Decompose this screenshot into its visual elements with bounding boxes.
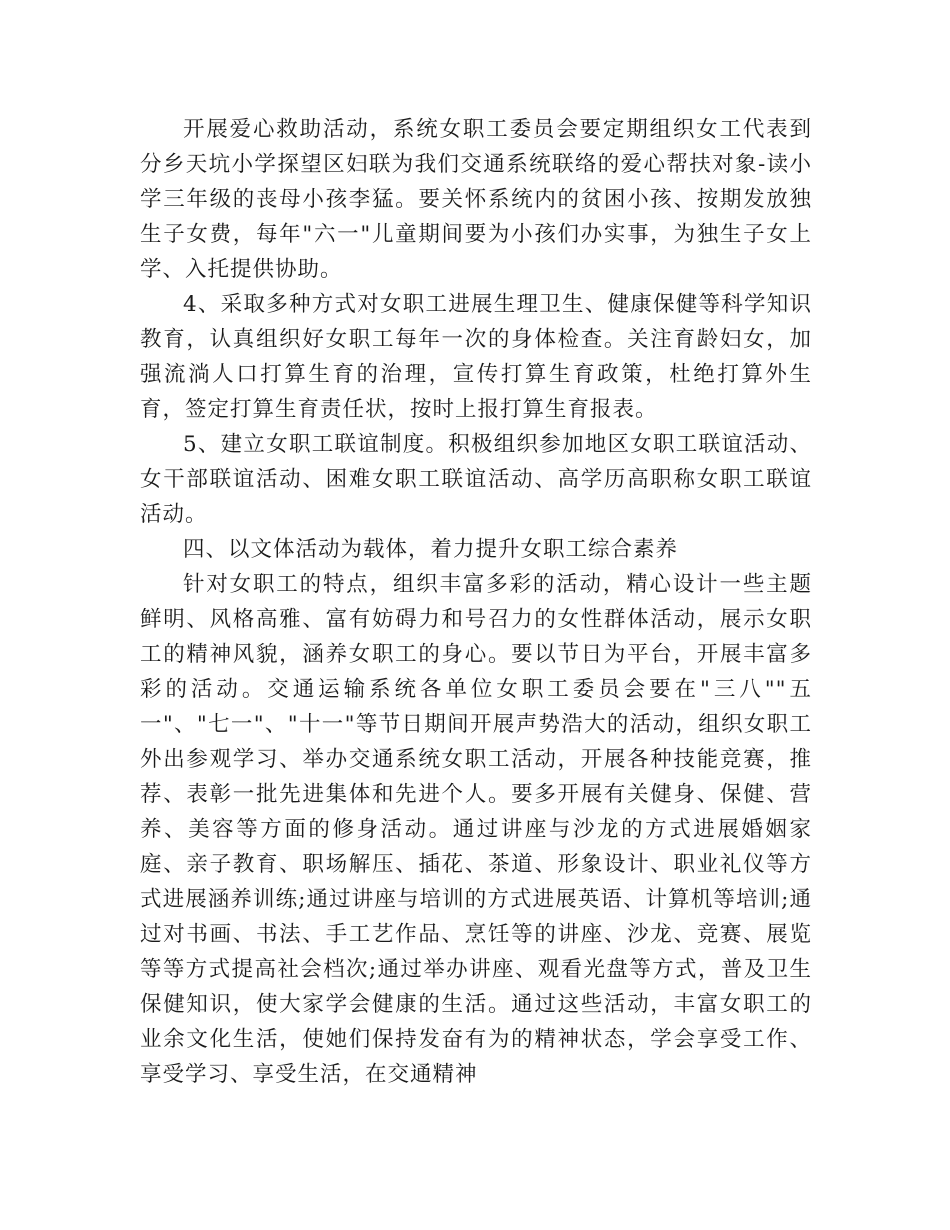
paragraph-fellowship-system: 5、建立女职工联谊制度。积极组织参加地区女职工联谊活动、女干部联谊活动、困难女职工联谊活动、高学历高职称女职工联谊活动。 xyxy=(140,432,812,527)
document-page xyxy=(140,112,812,1092)
paragraph-health-education: 4、采取多种方式对女职工进展生理卫生、健康保健等科学知识教育，认真组织好女职工每年一次的身体检查。关注育龄妇女，加强流淌人口打算生育的治理，宣传打算生育政策，杜绝打算外生育，签定打算生育责任状，按时上报打算生育报表。 xyxy=(140,292,812,422)
paragraph-cultural-activities: 针对女职工的特点，组织丰富多彩的活动，精心设计一些主题鲜明、风格高雅、富有妨碍力和号召力的女性群体活动，展示女职工的精神风貌，涵养女职工的身心。要以节日为平台，开展丰富多彩的活动。交通运输系统各单位女职工委员会要在"三八""五一"、"七一"、"十一"等节日期间开展声势浩大的活动，组织女职工外出参观学习、举办交通系统女职工活动，开展各种技能竞赛，推荐、表彰一批先进集体和先进个人。要多开展有关健身、保健、营养、美容等方面的修身活动。通过讲座与沙龙的方式进展婚姻家庭、亲子教育、职场解压、插花、茶道、形象设计、职业礼仪等方式进展涵养训练;通过讲座与培训的方式进展英语、计算机等培训;通过对书画、书法、手工艺作品、烹饪等的讲座、沙龙、竞赛、展览等等方式提高社会档次;通过举办讲座、观看光盘等方式，普及卫生保健知识，使大家学会健康的生活。通过这些活动，丰富女职工的业余文化生活，使她们保持发奋有为的精神状态，学会享受工作、享受学习、享受生活，在交通精神 xyxy=(140,572,812,1087)
paragraph-charity-activities: 开展爱心救助活动，系统女职工委员会要定期组织女工代表到分乡天坑小学探望区妇联为我们交通系统联络的爱心帮扶对象-读小学三年级的丧母小孩李猛。要关怀系统内的贫困小孩、按期发放独生子女费，每年"六一"儿童期间要为小孩们办实事，为独生子女上学、入托提供协助。 xyxy=(140,117,812,282)
section-heading-cultural-activities: 四、以文体活动为载体，着力提升女职工综合素养 xyxy=(183,537,679,562)
